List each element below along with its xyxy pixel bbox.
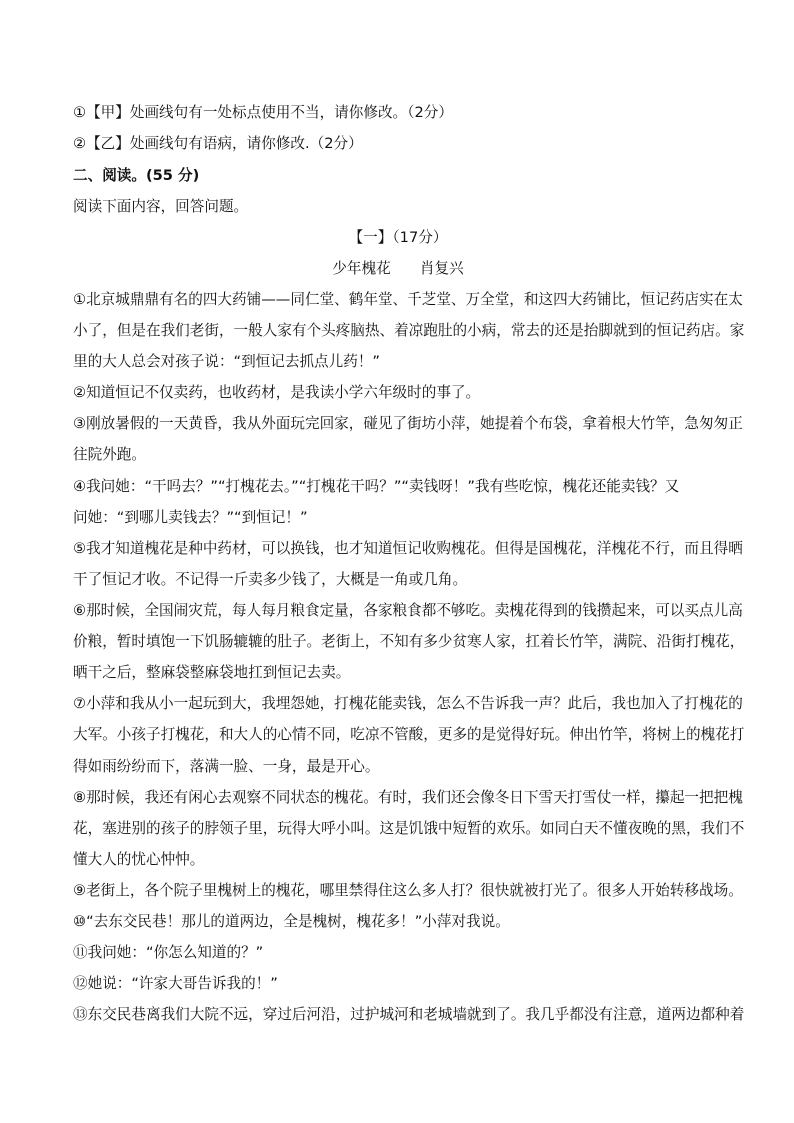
- paragraph-line: ④我问她：“干吗去？”“打槐花去。”“打槐花干吗？”“卖钱呀！”我有些吃惊，槐花还能卖钱？又: [73, 478, 680, 495]
- paragraph-line: 大军。小孩子打槐花，和大人的心情不同，吃凉不管酸，更多的是觉得好玩。伸出竹竿，将树上的槐花打: [73, 726, 745, 743]
- question-1: ①【甲】处画线句有一处标点使用不当，请你修改。（2分）: [73, 104, 453, 121]
- paragraph-line: ①北京城鼎鼎有名的四大药铺——同仁堂、鹤年堂、千芝堂、万全堂，和这四大药铺比，恒记药店实在太: [73, 291, 743, 308]
- paragraph-line: 问她：“到哪儿卖钱去？”“到恒记！”: [73, 509, 308, 526]
- paragraph-line: 干了恒记才收。不记得一斤卖多少钱了，大概是一角或几角。: [73, 571, 468, 588]
- paragraph-line: ⑬东交民巷离我们大院不远，穿过后河沿，过护城河和老城墙就到了。我几乎都没有注意，道两边都种着: [73, 1006, 745, 1023]
- question-2: ②【乙】处画线句有语病，请你修改.（2分）: [73, 135, 363, 152]
- paragraph-line: ⑨老街上，各个院子里槐树上的槐花，哪里禁得住这么多人打？很快就被打光了。很多人开始转移战场。: [73, 882, 743, 899]
- paragraph-line: 花，塞进别的孩子的脖领子里，玩得大呼小叫。这是饥饿中短暂的欢乐。如同白天不懂夜晚的黑，我们不: [73, 820, 745, 837]
- paragraph-line: ⑦小萍和我从小一起玩到大，我埋怨她，打槐花能卖钱，怎么不告诉我一声？此后，我也加入了打槐花的: [73, 695, 743, 712]
- paragraph-line: 往院外跑。: [73, 446, 146, 463]
- paragraph-line: 价粮，暂时填饱一下饥肠辘辘的肚子。老街上，不知有多少贫寒人家，扛着长竹竿，满院、沿街打槐花，: [73, 633, 745, 650]
- paragraph-line: 得如雨纷纷而下，落满一脸、一身，最是开心。: [73, 758, 380, 775]
- paragraph-line: 小了，但是在我们老街，一般人家有个头疼脑热、着凉跑肚的小病，常去的还是抬脚就到的恒记药店。家: [73, 322, 745, 339]
- paragraph-line: 里的大人总会对孩子说：“到恒记去抓点儿药！”: [73, 353, 380, 370]
- paragraph-line: ⑧那时候，我还有闲心去观察不同状态的槐花。有时，我们还会像冬日下雪天打雪仗一样，攥起一把把槐: [73, 789, 743, 806]
- paragraph-line: ⑪我问她：“你怎么知道的？”: [73, 944, 264, 961]
- reading-instruction: 阅读下面内容，回答问题。: [73, 198, 249, 215]
- part-title: 【一】（17分）: [348, 229, 448, 246]
- article-title: 少年槐花 肖复兴: [332, 260, 464, 277]
- section-heading: 二、阅读。(55 分): [73, 167, 200, 184]
- paragraph-line: ⑩“去东交民巷！那儿的道两边，全是槐树，槐花多！”小萍对我说。: [73, 913, 510, 930]
- paragraph-line: ⑥那时候，全国闹灾荒，每人每月粮食定量，各家粮食都不够吃。卖槐花得到的钱攒起来，可以买点儿高: [73, 602, 743, 619]
- paragraph-line: ②知道恒记不仅卖药，也收药材，是我读小学六年级时的事了。: [73, 384, 481, 401]
- paragraph-line: 懂大人的忧心忡忡。: [73, 851, 205, 868]
- paragraph-line: ③刚放暑假的一天黄昏，我从外面玩完回家，碰见了街坊小萍，她提着个布袋，拿着根大竹竿，急匆匆正: [73, 415, 743, 432]
- paragraph-line: ⑤我才知道槐花是种中药材，可以换钱，也才知道恒记收购槐花。但得是国槐花，洋槐花不行，而且得晒: [73, 540, 743, 557]
- paragraph-line: 晒干之后，整麻袋整麻袋地扛到恒记去卖。: [73, 664, 351, 681]
- paragraph-line: ⑫她说：“许家大哥告诉我的！”: [73, 975, 278, 992]
